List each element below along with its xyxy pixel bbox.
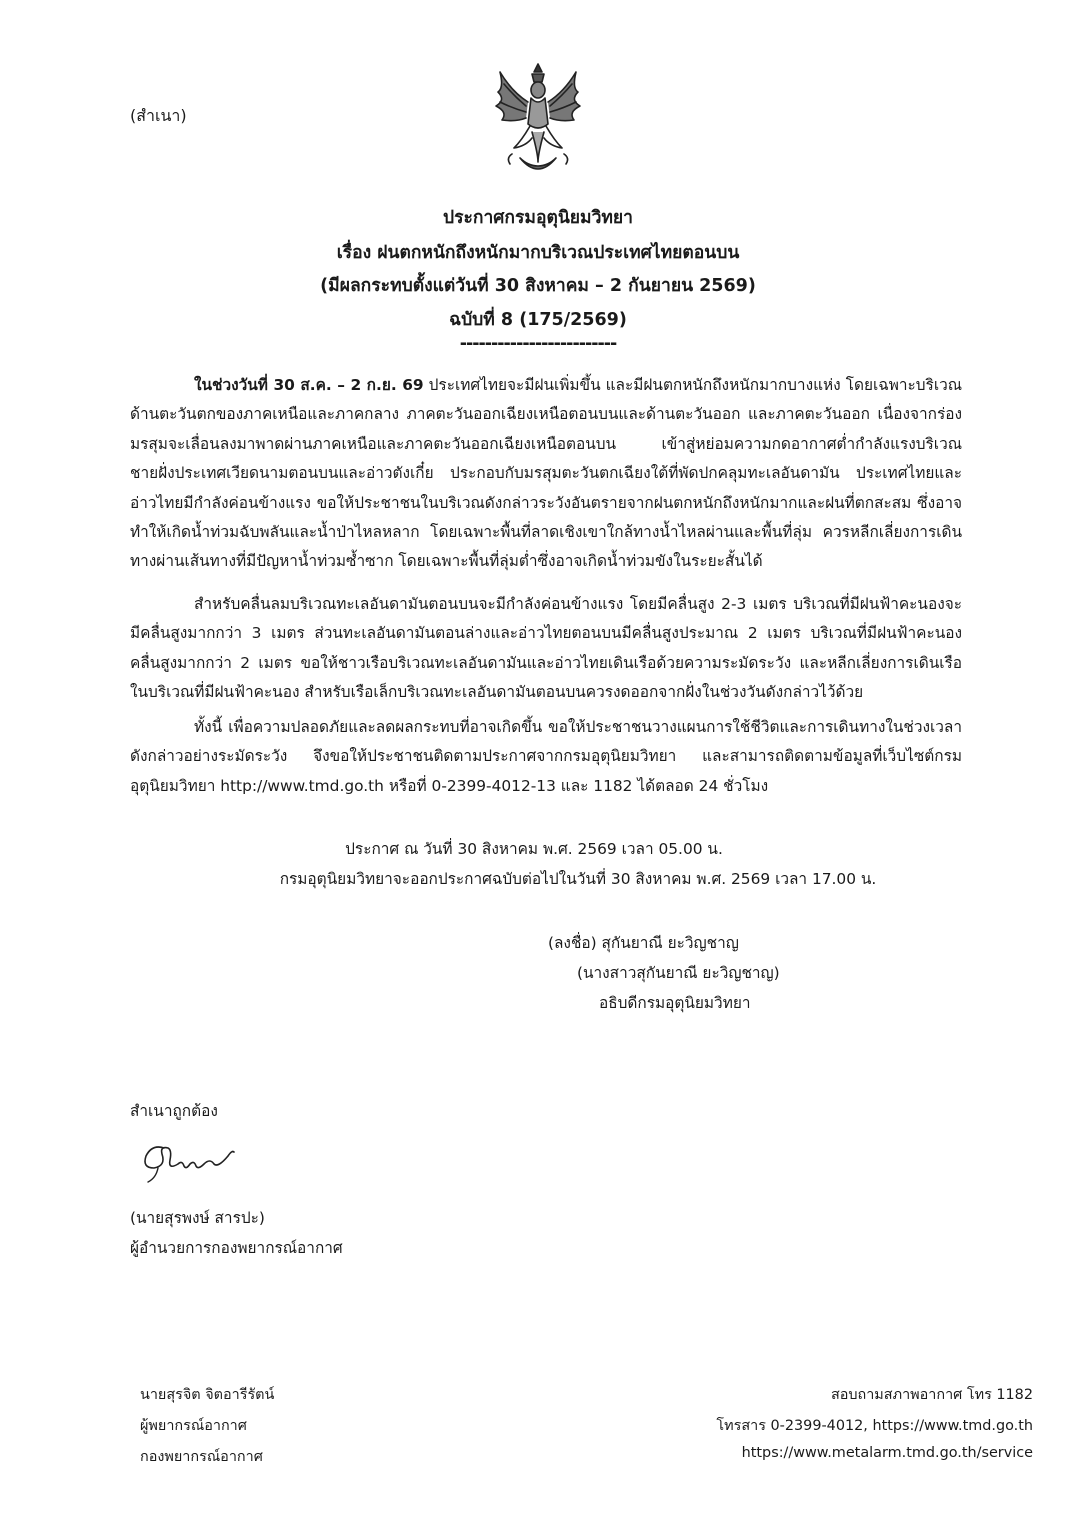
paragraph-waves: สำหรับคลื่นลมบริเวณทะเลอันดามันตอนบนจะมีกำลังค่อนข้างแรง โดยมีคลื่นสูง 2-3 เมตร บริเวณที่มีฝนฟ้าคะนองจะมีคลื่นสูงมากกว่า 3 เมตร ส่วนทะเลอันดามันตอนล่างและอ่าวไทยตอนบนมีคลื่นสูงประมาณ 2 เมตร บริเวณที่มีฝนฟ้าคะนองคลื่นสูงมากกว่า 2 เมตร ขอให้ชาวเรือบริเวณทะเลอันดามันและอ่าวไทยเดินเรือด้วยความระมัดระวัง และหลีกเลี่ยงการเดินเรือในบริเวณที่มีฝนฟ้าคะนอง สำหรับเรือเล็กบริเวณทะเลอันดามันตอนบนควรงดออกจากฝั่งในช่วงวันดังกล่าวไว้ด้วย (130, 595, 962, 702)
contact-hotline: สอบถามสภาพอากาศ โทร 1182 (830, 1387, 1033, 1403)
forecaster-name: นายสุรจิต จิตอารีรัตน์ (140, 1387, 275, 1403)
copy-label: (สำเนา) (130, 106, 187, 125)
next-issue: กรมอุตุนิยมวิทยาจะออกประกาศฉบับต่อไปในวันที่ 30 สิงหาคม พ.ศ. 2569 เวลา 17.00 น. (279, 870, 877, 888)
handwritten-signature (138, 1134, 238, 1186)
contact-metalarm-link: https://www.metalarm.tmd.go.th/service (741, 1445, 1033, 1461)
forecaster-division: กองพยากรณ์อากาศ (140, 1449, 263, 1465)
contact-fax-website: โทรสาร 0-2399-4012, https://www.tmd.go.th (716, 1418, 1033, 1434)
signatory-full-name: (นางสาวสุกันยาณี ยะวิญชาญ) (577, 964, 780, 982)
effective-period: (มีผลกระทบตั้งแต่วันที่ 30 สิงหาคม – 2 กันยายน 2569) (320, 276, 756, 296)
paragraph-forecast (130, 371, 962, 577)
announcement-subject: เรื่อง ฝนตกหนักถึงหนักมากบริเวณประเทศไทยตอนบน (336, 243, 740, 263)
garuda-emblem (492, 62, 584, 182)
certifier-position: ผู้อำนวยการกองพยากรณ์อากาศ (130, 1239, 343, 1257)
issue-number: ฉบับที่ 8 (175/2569) (449, 310, 627, 330)
forecaster-role: ผู้พยากรณ์อากาศ (140, 1418, 247, 1434)
signatory-signed: (ลงชื่อ) สุกันยาณี ยะวิญชาญ (548, 934, 739, 952)
signatory-position: อธิบดีกรมอุตุนิยมวิทยา (599, 994, 751, 1012)
issued-datetime: ประกาศ ณ วันที่ 30 สิงหาคม พ.ศ. 2569 เวลา 05.00 น. (345, 840, 723, 858)
forecast-period: ในช่วงวันที่ 30 ส.ค. – 2 ก.ย. 69 (194, 376, 424, 394)
certifier-name: (นายสุรพงษ์ สารปะ) (130, 1209, 265, 1227)
announcement-title: ประกาศกรมอุตุนิยมวิทยา (442, 208, 634, 228)
certified-copy-label: สำเนาถูกต้อง (130, 1102, 218, 1120)
title-separator: ------------------------- (459, 334, 617, 354)
forecast-text: ประเทศไทยจะมีฝนเพิ่มขึ้น และมีฝนตกหนักถึงหนักมากบางแห่ง โดยเฉพาะบริเวณด้านตะวันตกของภาคเหนือและภาคกลาง ภาคตะวันออกเฉียงเหนือตอนบนและด้านตะวันออก และภาคตะวันออก เนื่องจากร่องมรสุมจะเลื่อนลงมาพาดผ่านภาคเหนือและภาคตะวันออกเฉียงเหนือตอนบน เข้าสู่หย่อมความกดอากาศต่ำกำลังแรงบริเวณชายฝั่งประเทศเวียดนามตอนบนและอ่าวตังเกี๋ย ประกอบกับมรสุมตะวันตกเฉียงใต้ที่พัดปกคลุมทะเลอันดามัน ประเทศไทยและอ่าวไทยมีกำลังค่อนข้างแรง ขอให้ประชาชนในบริเวณดังกล่าวระวังอันตรายจากฝนตกหนักถึงหนักมากและฝนที่ตกสะสม ซึ่งอาจทำให้เกิดน้ำท่วมฉับพลันและน้ำป่าไหลหลาก โดยเฉพาะพื้นที่ลาดเชิงเขาใกล้ทางน้ำไหลผ่านและพื้นที่ลุ่ม ควรหลีกเลี่ยงการเดินทางผ่านเส้นทางที่มีปัญหาน้ำท่วมซ้ำซาก โดยเฉพาะพื้นที่ลุ่มต่ำซึ่งอาจเกิดน้ำท่วมขังในระยะสั้นได้ (130, 376, 963, 571)
paragraph-advice: ทั้งนี้ เพื่อความปลอดภัยและลดผลกระทบที่อาจเกิดขึ้น ขอให้ประชาชนวางแผนการใช้ชีวิตและการเดินทางในช่วงเวลาดังกล่าวอย่างระมัดระวัง จึงขอให้ประชาชนติดตามประกาศจากกรมอุตุนิยมวิทยา และสามารถติดตามข้อมูลที่เว็บไซต์กรมอุตุนิยมวิทยา http://www.tmd.go.th หรือที่ 0-2399-4012-13 และ 1182 ได้ตลอด 24 ชั่วโมง (130, 718, 962, 795)
